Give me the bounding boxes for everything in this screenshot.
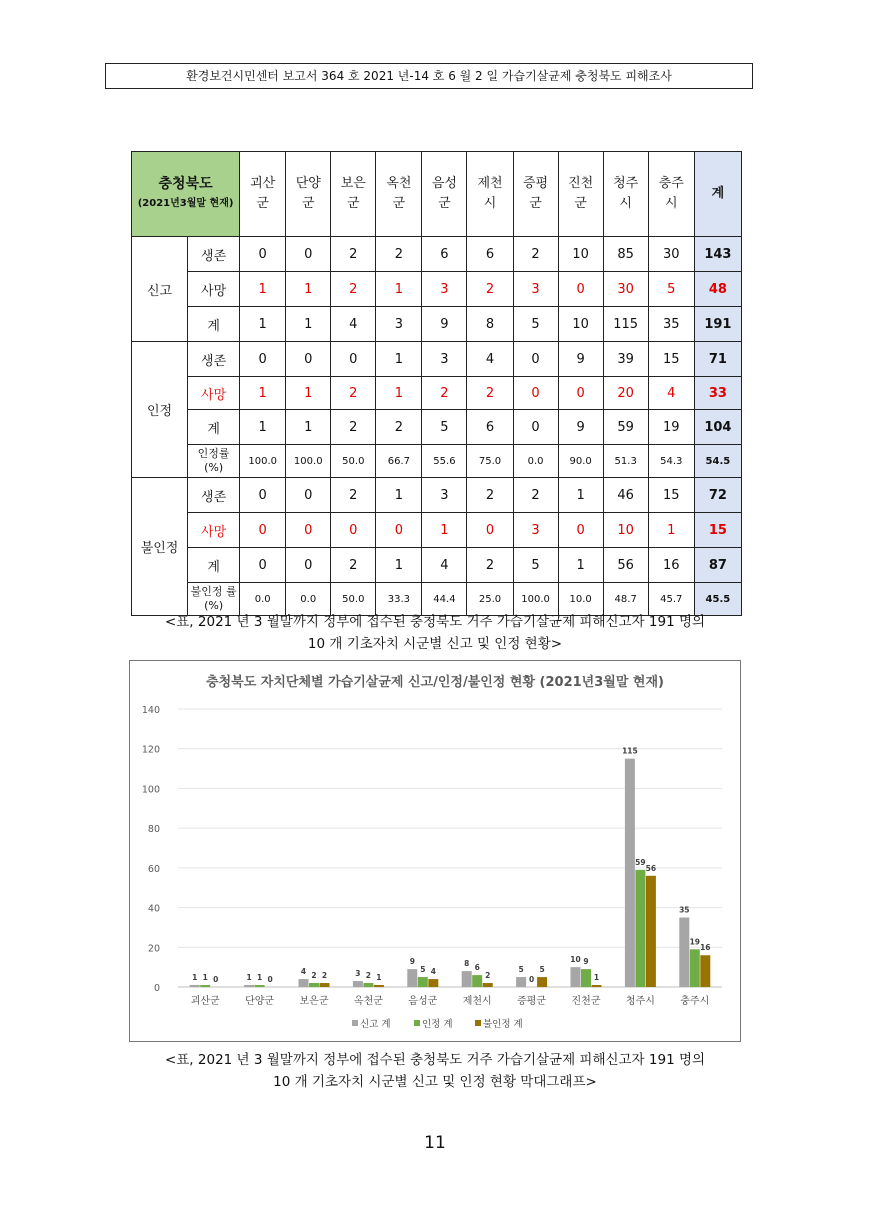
data-label: 1 <box>376 973 382 983</box>
data-label: 1 <box>246 973 252 983</box>
table-cell: 3 <box>376 307 422 342</box>
table-cell: 9 <box>422 307 467 342</box>
table-cell: 9 <box>558 410 603 445</box>
bar-8-2 <box>646 876 656 987</box>
table-cell: 1 <box>376 342 422 377</box>
caption-line: <표, 2021 년 3 월말까지 정부에 접수된 충청북도 거주 가습기살균제 피해신고자 191 명의 <box>164 614 706 630</box>
column-header-line: 시 <box>619 196 632 211</box>
table-cell: 1 <box>286 307 331 342</box>
table-row <box>132 377 742 410</box>
x-tick-label: 옥천군 <box>353 996 383 1007</box>
page-number: 11 <box>424 1133 446 1153</box>
group-label: 불인정 <box>132 478 188 616</box>
row-label: 계 <box>188 410 240 445</box>
table-cell: 30 <box>648 237 694 272</box>
data-label: 19 <box>689 937 701 947</box>
x-tick-label: 제천시 <box>462 996 492 1007</box>
bar-2-0 <box>299 979 309 987</box>
table-cell: 100.0 <box>286 445 331 478</box>
bar-1-1 <box>255 985 265 987</box>
column-header-line: 군 <box>392 196 406 211</box>
data-label: 4 <box>430 967 436 977</box>
y-tick-label: 80 <box>147 824 160 836</box>
row-label: 계 <box>188 548 240 583</box>
data-label: 5 <box>518 965 524 975</box>
data-label: 2 <box>485 971 491 981</box>
total-cell: 191 <box>694 307 741 342</box>
column-header-line: 군 <box>256 196 269 211</box>
table-cell: 54.3 <box>648 445 694 478</box>
table-cell: 2 <box>331 548 376 583</box>
table-cell: 10 <box>558 307 603 342</box>
table-cell: 48.7 <box>603 583 648 616</box>
table-cell: 0 <box>513 377 558 410</box>
table-row <box>132 237 742 272</box>
legend-label: 인정 계 <box>422 1019 453 1030</box>
column-header-line: 군 <box>347 196 360 211</box>
table-cell: 1 <box>286 272 331 307</box>
bar-9-2 <box>700 955 710 987</box>
legend-swatch <box>414 1020 420 1026</box>
table-cell: 55.6 <box>422 445 467 478</box>
row-label: 생존 <box>188 342 240 377</box>
table-cell: 1 <box>286 410 331 445</box>
total-cell: 104 <box>694 410 741 445</box>
table-cell: 46 <box>603 478 648 513</box>
table-cell: 0.0 <box>286 583 331 616</box>
row-label: 인정률 (%) <box>188 445 240 478</box>
x-tick-label: 보은군 <box>299 996 329 1007</box>
corner-title: 충청북도 <box>158 176 213 192</box>
data-label: 6 <box>474 963 480 973</box>
column-header <box>286 152 331 237</box>
table-cell: 2 <box>467 548 513 583</box>
column-header-line: 단양 <box>295 176 321 191</box>
legend-label: 불인정 계 <box>483 1019 523 1030</box>
bar-5-2 <box>483 983 493 987</box>
row-label: 불인정 률(%) <box>188 583 240 616</box>
table-row <box>132 513 742 548</box>
table-cell: 0 <box>467 513 513 548</box>
status-table <box>131 151 742 616</box>
bar-5-0 <box>462 971 472 987</box>
bar-9-1 <box>690 949 700 987</box>
bar-3-0 <box>353 981 363 987</box>
bar-8-1 <box>635 870 645 987</box>
bar-4-2 <box>428 979 438 987</box>
data-label: 2 <box>321 971 328 981</box>
table-cell: 2 <box>376 237 422 272</box>
table-cell: 6 <box>467 237 513 272</box>
column-header-line: 시 <box>664 196 678 211</box>
table-cell: 59 <box>603 410 648 445</box>
table-cell: 16 <box>648 548 694 583</box>
column-header <box>240 152 286 237</box>
data-label: 35 <box>679 905 690 915</box>
table-cell: 0 <box>376 513 422 548</box>
table-cell: 56 <box>603 548 648 583</box>
table-cell: 4 <box>422 548 467 583</box>
table-cell: 6 <box>467 410 513 445</box>
table-cell: 2 <box>331 410 376 445</box>
column-header-line: 군 <box>438 196 451 211</box>
data-label: 0 <box>528 975 535 984</box>
legend-swatch <box>475 1020 481 1026</box>
x-tick-label: 청주시 <box>625 996 655 1007</box>
table-cell: 9 <box>558 342 603 377</box>
data-label: 9 <box>583 957 589 967</box>
table-cell: 2 <box>467 377 513 410</box>
table-cell: 1 <box>648 513 694 548</box>
table-cell: 5 <box>648 272 694 307</box>
data-label: 1 <box>192 973 198 983</box>
table-cell: 1 <box>240 272 286 307</box>
table-cell: 0 <box>558 272 603 307</box>
column-header-line: 증평 <box>523 176 549 191</box>
table-row <box>132 272 742 307</box>
bar-8-0 <box>625 759 635 987</box>
x-tick-label: 증평군 <box>517 996 547 1007</box>
bar-7-1 <box>581 969 591 987</box>
bar-2-1 <box>309 983 319 987</box>
bar-5-1 <box>472 975 482 987</box>
table-cell: 0 <box>240 237 286 272</box>
table-cell: 5 <box>513 307 558 342</box>
bar-6-2 <box>537 977 547 987</box>
data-label: 59 <box>635 857 646 867</box>
table-cell: 90.0 <box>558 445 603 478</box>
bar-9-0 <box>679 918 689 988</box>
data-label: 8 <box>464 959 470 969</box>
caption-line: 10 개 기초자치 시군별 신고 및 인정 현황 막대그래프> <box>273 1074 597 1090</box>
column-header <box>422 152 467 237</box>
column-header <box>603 152 648 237</box>
table-row <box>132 410 742 445</box>
table-cell: 25.0 <box>467 583 513 616</box>
legend-label: 신고 계 <box>360 1019 391 1030</box>
table-cell: 0 <box>240 513 286 548</box>
column-header <box>513 152 558 237</box>
table-cell: 5 <box>422 410 467 445</box>
table-cell: 0 <box>240 478 286 513</box>
bar-chart <box>129 660 741 1042</box>
table-cell: 3 <box>513 513 558 548</box>
total-cell: 72 <box>694 478 741 513</box>
total-cell: 143 <box>694 237 741 272</box>
legend-swatch <box>352 1020 358 1026</box>
table-cell: 45.7 <box>648 583 694 616</box>
table-cell: 0 <box>286 237 331 272</box>
chart-title: 충청북도 자치단체별 가습기살균제 신고/인정/불인정 현황 (2021년3월말 현재) <box>206 675 664 690</box>
row-label: 계 <box>188 307 240 342</box>
table-cell: 0 <box>240 342 286 377</box>
total-cell: 15 <box>694 513 741 548</box>
bar-4-0 <box>407 969 417 987</box>
table-cell: 1 <box>376 272 422 307</box>
column-header <box>467 152 513 237</box>
table-cell: 85 <box>603 237 648 272</box>
table-cell: 0 <box>240 548 286 583</box>
table-cell: 0 <box>513 410 558 445</box>
total-cell: 33 <box>694 377 741 410</box>
data-label: 3 <box>355 969 361 979</box>
table-cell: 0 <box>558 513 603 548</box>
column-header-line: 충주 <box>658 176 684 191</box>
data-label: 16 <box>700 943 711 953</box>
table-cell: 2 <box>376 410 422 445</box>
table-cell: 6 <box>422 237 467 272</box>
total-cell: 54.5 <box>694 445 741 478</box>
table-cell: 10.0 <box>558 583 603 616</box>
table-cell: 75.0 <box>467 445 513 478</box>
table-cell: 0 <box>286 478 331 513</box>
x-tick-label: 단양군 <box>245 996 275 1007</box>
table-caption <box>0 611 870 655</box>
bar-4-1 <box>418 977 428 987</box>
table-cell: 1 <box>240 307 286 342</box>
table-cell: 8 <box>467 307 513 342</box>
table-cell: 0.0 <box>513 445 558 478</box>
table-cell: 100.0 <box>513 583 558 616</box>
report-header: 환경보건시민센터 보고서 364 호 2021 년-14 호 6 월 2 일 가습기살균제 충청북도 피해조사 <box>105 63 753 89</box>
table-cell: 2 <box>331 377 376 410</box>
table-cell: 1 <box>376 377 422 410</box>
total-cell: 48 <box>694 272 741 307</box>
column-header-line: 옥천 <box>386 176 412 191</box>
caption-line: 10 개 기초자치 시군별 신고 및 인정 현황> <box>307 636 563 652</box>
data-label: 1 <box>256 973 263 983</box>
table-cell: 3 <box>422 272 467 307</box>
y-tick-label: 40 <box>147 903 160 915</box>
table-cell: 2 <box>513 478 558 513</box>
table-cell: 1 <box>286 377 331 410</box>
bar-2-2 <box>320 983 330 987</box>
table-cell: 3 <box>422 478 467 513</box>
table-cell: 5 <box>513 548 558 583</box>
total-cell: 87 <box>694 548 741 583</box>
table-cell: 1 <box>240 377 286 410</box>
row-label: 사망 <box>188 513 240 548</box>
y-tick-label: 20 <box>147 943 160 955</box>
table-cell: 1 <box>422 513 467 548</box>
data-label: 1 <box>202 973 208 983</box>
data-label: 4 <box>300 967 307 977</box>
column-header-line: 음성 <box>431 176 457 191</box>
column-header-line: 군 <box>574 196 587 211</box>
bar-7-0 <box>571 967 581 987</box>
table-cell: 1 <box>376 548 422 583</box>
total-cell: 45.5 <box>694 583 741 616</box>
table-cell: 66.7 <box>376 445 422 478</box>
table-row <box>132 342 742 377</box>
table-cell: 15 <box>648 342 694 377</box>
table-cell: 0 <box>286 548 331 583</box>
table-cell: 35 <box>648 307 694 342</box>
y-tick-label: 60 <box>147 863 160 875</box>
data-label: 115 <box>622 746 638 756</box>
data-label: 1 <box>593 973 600 983</box>
total-cell: 71 <box>694 342 741 377</box>
column-header-line: 군 <box>301 196 315 211</box>
row-label: 사망 <box>188 272 240 307</box>
table-cell: 51.3 <box>603 445 648 478</box>
table-cell: 0 <box>513 342 558 377</box>
column-header <box>376 152 422 237</box>
table-cell: 50.0 <box>331 583 376 616</box>
table-cell: 50.0 <box>331 445 376 478</box>
x-tick-label: 충주시 <box>680 996 710 1007</box>
table-cell: 15 <box>648 478 694 513</box>
table-cell: 44.4 <box>422 583 467 616</box>
table-cell: 10 <box>603 513 648 548</box>
table-cell: 1 <box>558 548 603 583</box>
corner-subtitle: (2021년3월말 현재) <box>137 198 234 209</box>
table-cell: 19 <box>648 410 694 445</box>
table-cell: 0 <box>286 342 331 377</box>
table-cell: 10 <box>558 237 603 272</box>
table-cell: 39 <box>603 342 648 377</box>
column-header-line: 시 <box>483 196 497 211</box>
bar-7-2 <box>592 985 602 987</box>
table-row <box>132 478 742 513</box>
total-column-header: 계 <box>694 152 741 237</box>
data-label: 10 <box>570 955 581 965</box>
bar-6-0 <box>516 977 526 987</box>
table-cell: 30 <box>603 272 648 307</box>
table-cell: 2 <box>331 478 376 513</box>
table-cell: 33.3 <box>376 583 422 616</box>
table-cell: 3 <box>422 342 467 377</box>
x-tick-label: 음성군 <box>408 996 438 1007</box>
table-cell: 0 <box>286 513 331 548</box>
data-label: 56 <box>645 863 657 873</box>
x-tick-label: 괴산군 <box>190 996 220 1007</box>
table-row <box>132 445 742 478</box>
table-cell: 2 <box>467 272 513 307</box>
table-cell: 1 <box>240 410 286 445</box>
group-label: 신고 <box>132 237 188 342</box>
table-cell: 4 <box>648 377 694 410</box>
table-cell: 0 <box>331 342 376 377</box>
x-tick-label: 진천군 <box>571 996 601 1007</box>
table-cell: 100.0 <box>240 445 286 478</box>
data-label: 5 <box>539 965 545 975</box>
bar-3-2 <box>374 985 384 987</box>
bar-1-0 <box>244 985 254 987</box>
table-cell: 1 <box>558 478 603 513</box>
table-row <box>132 548 742 583</box>
bar-0-0 <box>190 985 200 987</box>
data-label: 0 <box>213 975 219 984</box>
data-label: 2 <box>365 971 372 981</box>
table-cell: 0 <box>331 513 376 548</box>
column-header-line: 군 <box>529 196 542 211</box>
data-label: 5 <box>420 965 426 975</box>
table-cell: 2 <box>331 237 376 272</box>
table-cell: 0 <box>558 377 603 410</box>
chart-caption <box>0 1049 870 1093</box>
chart-svg <box>130 661 740 1041</box>
data-label: 0 <box>267 975 273 984</box>
row-label: 생존 <box>188 237 240 272</box>
bar-3-1 <box>363 983 373 987</box>
column-header-line: 제천 <box>477 176 503 191</box>
column-header-line: 청주 <box>613 176 639 191</box>
data-label: 9 <box>409 957 415 967</box>
column-header-line: 괴산 <box>250 176 276 191</box>
table-cell: 2 <box>467 478 513 513</box>
group-label: 인정 <box>132 342 188 478</box>
caption-line: <표, 2021 년 3 월말까지 정부에 접수된 충청북도 거주 가습기살균제 피해신고자 191 명의 <box>164 1052 706 1068</box>
table-corner-header <box>132 152 240 237</box>
table-cell: 2 <box>513 237 558 272</box>
column-header-line: 보은 <box>340 176 366 191</box>
column-header-line: 진천 <box>568 176 594 191</box>
row-label: 생존 <box>188 478 240 513</box>
y-tick-label: 100 <box>141 784 160 796</box>
table-cell: 20 <box>603 377 648 410</box>
column-header <box>558 152 603 237</box>
y-tick-label: 140 <box>141 705 160 716</box>
y-tick-label: 0 <box>153 983 160 994</box>
table-cell: 2 <box>422 377 467 410</box>
data-label: 2 <box>311 971 317 981</box>
table-row <box>132 307 742 342</box>
table-cell: 3 <box>513 272 558 307</box>
table-cell: 4 <box>467 342 513 377</box>
row-label: 사망 <box>188 377 240 410</box>
table-cell: 0.0 <box>240 583 286 616</box>
column-header <box>648 152 694 237</box>
column-header <box>331 152 376 237</box>
y-tick-label: 120 <box>141 744 160 756</box>
table-cell: 2 <box>331 272 376 307</box>
table-cell: 4 <box>331 307 376 342</box>
table-cell: 115 <box>603 307 648 342</box>
bar-0-1 <box>200 985 210 987</box>
table-cell: 1 <box>376 478 422 513</box>
